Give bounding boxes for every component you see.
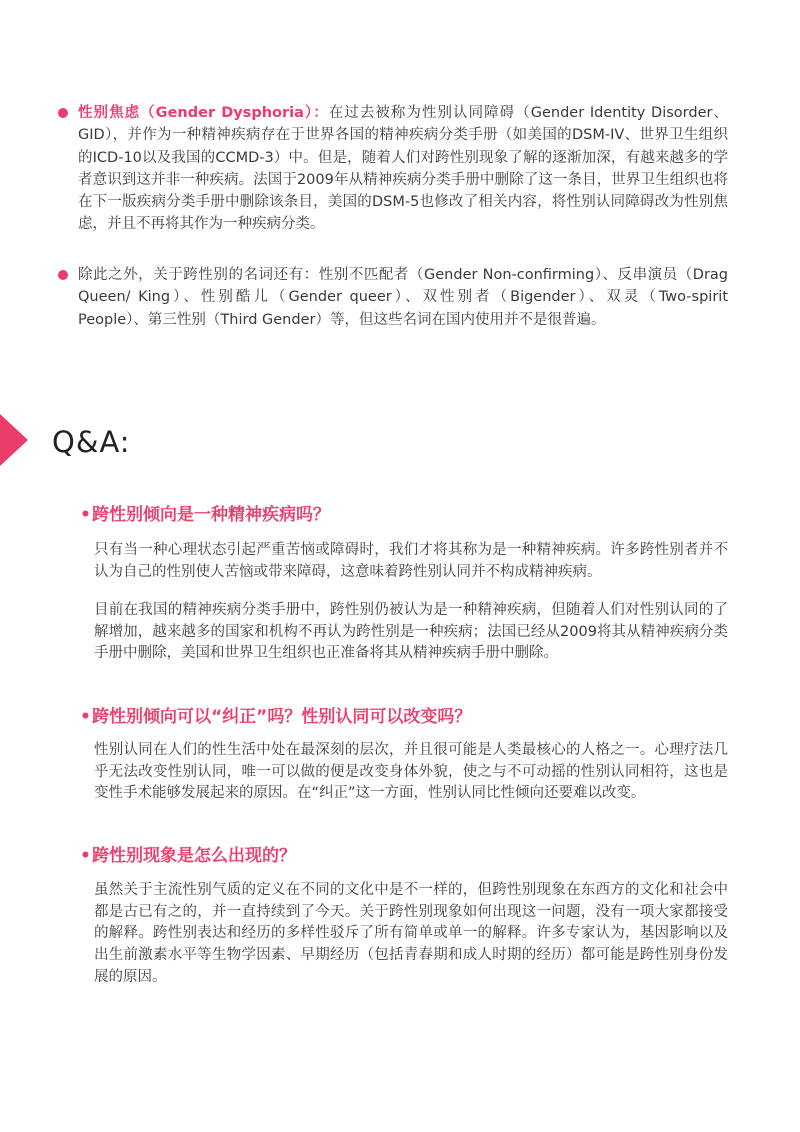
bullet-text: 在过去被称为性别认同障碍（Gender Identity Disorder、GID），并作为一种精神疾病存在于世界各国的精神疾病分类手册（如美国的DSM-IV、世界卫生组织的ICD-10以及我国的CCMD-3）中。但是，随着人们对跨性别现象了解的逐渐加深，有越来越多的学者意识到这并非一种疾病。法国于2009年从精神疾病分类手册中删除了这一条目，世界卫生组织也将在下一版疾病分类手册中删除该条目，美国的DSM-5也修改了相关内容，将性别认同障碍改为性别焦虑，并且不再将其作为一种疾病分类。: [78, 105, 728, 233]
question-bullet: •: [80, 707, 91, 727]
bullet-dot: [58, 270, 68, 280]
bullet-gender-dysphoria: [78, 102, 728, 236]
question-text: 跨性别倾向是一种精神疾病吗？: [92, 505, 330, 525]
bullet-text: 除此之外，关于跨性别的名词还有：性别不匹配者（Gender Non-confirming）、反串演员（Drag Queen/ King）、性别酷儿（Gender queer）、双性别者（Bigender）、双灵（Two-spirit People）、第三性别（Third Gender）等，但这些名词在国内使用并不是很普遍。: [78, 267, 728, 328]
question-bullet: •: [80, 846, 91, 866]
answer-paragraph: 目前在我国的精神疾病分类手册中，跨性别仍被认为是一种精神疾病，但随着人们对性别认同的了解增加，越来越多的国家和机构不再认为跨性别是一种疾病；法国已经从2009将其从精神疾病分类手册中删除，美国和世界卫生组织也正准备将其从精神疾病手册中删除。: [94, 602, 728, 662]
bullet-other-terms: [78, 264, 728, 331]
section-marker-triangle: [0, 414, 28, 466]
answer-paragraph: 只有当一种心理状态引起严重苦恼或障碍时，我们才将其称为是一种精神疾病。许多跨性别者并不认为自己的性别使人苦恼或带来障碍，这意味着跨性别认同并不构成精神疾病。: [94, 542, 728, 580]
answer-paragraph: 性别认同在人们的性生活中处在最深刻的层次，并且很可能是人类最核心的人格之一。心理疗法几乎无法改变性别认同，唯一可以做的便是改变身体外貌，使之与不可动摇的性别认同相符，这也是变性手术能够发展起来的原因。在“纠正”这一方面，性别认同比性倾向还要难以改变。: [94, 742, 728, 802]
question-heading: [80, 843, 740, 869]
question-text: 跨性别现象是怎么出现的？: [92, 846, 296, 866]
question-text: 跨性别倾向可以“纠正”吗？性别认同可以改变吗？: [92, 707, 472, 727]
qa-section-title: Q&A:: [52, 425, 131, 459]
bullet-dot: [58, 108, 68, 118]
question-heading: [80, 502, 740, 528]
bullet-term: 性别焦虑（Gender Dysphoria）：: [78, 105, 329, 121]
question-heading: [80, 704, 740, 730]
question-bullet: •: [80, 505, 91, 525]
answer-paragraph: 虽然关于主流性别气质的定义在不同的文化中是不一样的，但跨性别现象在东西方的文化和社会中都是古已有之的，并一直持续到了今天。关于跨性别现象如何出现这一问题，没有一项大家都接受的解释。跨性别表达和经历的多样性驳斥了所有简单或单一的解释。许多专家认为，基因影响以及出生前激素水平等生物学因素、早期经历（包括青春期和成人时期的经历）都可能是跨性别身份发展的原因。: [94, 882, 728, 985]
